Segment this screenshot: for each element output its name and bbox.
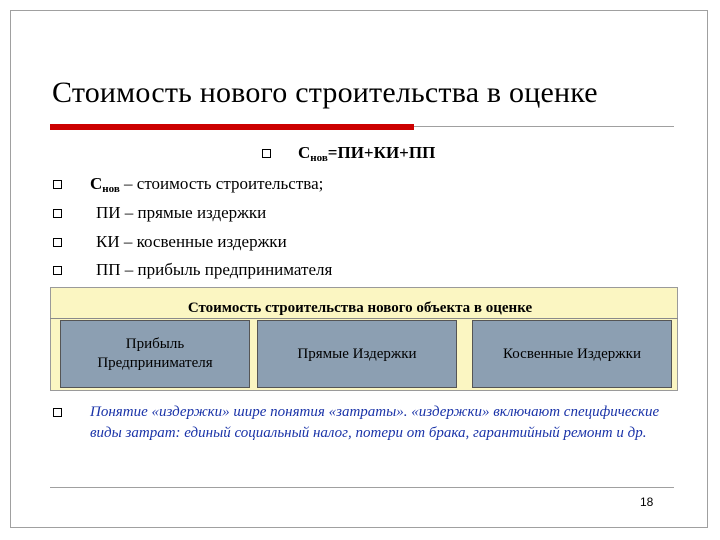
box-indirect-costs: Косвенные Издержки [472, 320, 672, 388]
title-accent-bar [50, 124, 414, 130]
bullet-icon [53, 180, 62, 189]
box-direct-costs: Прямые Издержки [257, 320, 457, 388]
bullet-icon [53, 408, 62, 417]
box-profit-line1: Прибыль [125, 336, 185, 352]
bullet-icon [53, 209, 62, 218]
list-item-snov [90, 174, 323, 199]
formula-line [298, 143, 435, 168]
note-text: Понятие «издержки» шире понятия «затраты». «издержки» включают специфические виды затрат: единый социальный налог, потери от брака, гарантийный ремонт и др. [90, 404, 660, 441]
footer-divider [50, 487, 674, 488]
formula-sub: нов [310, 152, 328, 164]
formula-rest: =ПИ+КИ+ПП [327, 143, 436, 162]
title-divider [414, 126, 674, 127]
page-number: 18 [640, 495, 654, 509]
slide-title: Стоимость нового строительства в оценке [52, 76, 598, 109]
item-text: – стоимость строительства; [119, 174, 324, 193]
bullet-icon [262, 149, 271, 158]
formula-c: С [298, 143, 311, 162]
item-sub: нов [102, 183, 120, 195]
panel-divider [50, 318, 678, 319]
list-item-pp: ПП – прибыль предпринимателя [96, 260, 333, 279]
item-c: С [90, 174, 103, 193]
panel-title: Стоимость строительства нового объекта в оценке [187, 300, 533, 316]
bullet-icon [53, 238, 62, 247]
box-profit [60, 320, 250, 388]
list-item-ki: КИ – косвенные издержки [96, 232, 287, 251]
box-profit-line2: Предпринимателя [97, 355, 213, 371]
bullet-icon [53, 266, 62, 275]
list-item-pi: ПИ – прямые издержки [96, 203, 267, 222]
